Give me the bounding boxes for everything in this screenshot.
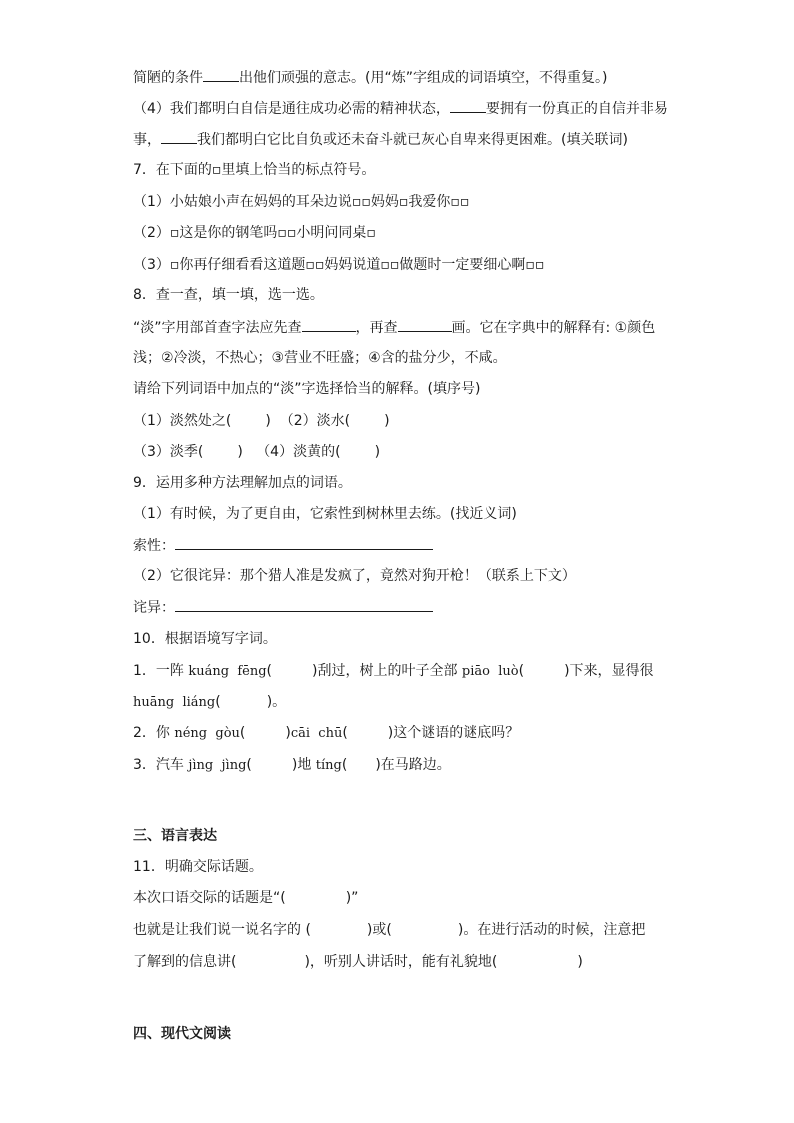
question-10-3: 3．汽车 jìng jìng( )地 tíng( )在马路边。 — [133, 757, 451, 773]
question-8-title: 8．查一查，填一填，选一选。 — [133, 287, 324, 303]
fill-blank[interactable] — [450, 99, 486, 113]
question-10-1-line-2: huāng liáng( )。 — [133, 694, 287, 710]
pinyin: kuáng fēng — [188, 664, 267, 679]
question-9-1: （1）有时候，为了更自由，它索性到树林里去练。(找近义词) — [133, 506, 517, 522]
pinyin: huāng liáng — [133, 695, 216, 710]
pinyin: jìng jìng — [188, 758, 247, 773]
pinyin: tíng — [315, 758, 342, 773]
question-8-line-2: 浅；②冷淡，不热心；③营业不旺盛；④含的盐分少，不咸。 — [133, 350, 507, 366]
answer-line[interactable] — [175, 536, 433, 550]
fill-blank[interactable] — [398, 318, 452, 332]
pinyin: cāi chū — [290, 726, 343, 741]
question-9-1-answer: 索性： — [133, 536, 433, 555]
q6-4-line-1: （4）我们都明白自信是通往成功必需的精神状态， 要拥有一份真正的自信并非易 — [133, 101, 668, 117]
fill-blank[interactable] — [161, 130, 197, 144]
question-11-line-2: 也就是让我们说一说名字的 ( )或( )。在进行活动的时候，注意把 — [133, 922, 646, 938]
question-8-row-1: （1）淡然处之( ) （2）淡水( ) — [133, 413, 390, 429]
question-8-row-2: （3）淡季( ) （4）淡黄的( ) — [133, 444, 381, 460]
pinyin: néng gòu — [174, 726, 240, 741]
q6-line-3: 简陋的条件 出他们顽强的意志。(用“炼”字组成的词语填空，不得重复。) — [133, 70, 608, 86]
question-10-title: 10．根据语境写字词。 — [133, 631, 277, 647]
question-11-title: 11．明确交际话题。 — [133, 859, 263, 875]
question-9-2-answer: 诧异： — [133, 598, 433, 617]
question-11-line-1: 本次口语交际的话题是“( )” — [133, 890, 359, 906]
question-7-3: （3）▫你再仔细看看这道题▫▫妈妈说道▫▫做题时一定要细心啊▫▫ — [133, 257, 545, 273]
question-10-2: 2．你 néng gòu( )cāi chū( )这个谜语的谜底吗？ — [133, 725, 520, 741]
question-8-line-3: 请给下列词语中加点的“淡”字选择恰当的解释。(填序号) — [133, 381, 481, 397]
question-7-1: （1）小姑娘小声在妈妈的耳朵边说▫▫妈妈▫我爱你▫▫ — [133, 194, 470, 210]
section-3-heading: 三、语言表达 — [133, 828, 217, 844]
fill-blank[interactable] — [203, 68, 239, 82]
question-7-title: 7．在下面的▫里填上恰当的标点符号。 — [133, 162, 376, 178]
question-10-1-line-1: 1．一阵 kuáng fēng( )刮过，树上的叶子全部 piāo luò( )下来，显得很 — [133, 663, 654, 679]
question-8-line-1: “淡”字用部首查字法应先查 ，再查 画。它在字典中的解释有: ①颜色 — [133, 320, 656, 336]
fill-blank[interactable] — [302, 318, 356, 332]
question-11-line-3: 了解到的信息讲( )，听别人讲话时，能有礼貌地( ) — [133, 954, 583, 970]
answer-line[interactable] — [175, 598, 433, 612]
question-7-2: （2）▫这是你的钢笔吗▫▫小明问同桌▫ — [133, 225, 376, 241]
q6-4-line-2: 事， 我们都明白它比自负或还未奋斗就已灰心自卑来得更困难。(填关联词) — [133, 132, 628, 148]
pinyin: piāo luò — [461, 664, 519, 679]
section-4-heading: 四、现代文阅读 — [133, 1026, 231, 1042]
question-9-title: 9．运用多种方法理解加点的词语。 — [133, 475, 352, 491]
question-9-2: （2）它很诧异：那个猎人准是发疯了，竟然对狗开枪！（联系上下文） — [133, 568, 576, 584]
